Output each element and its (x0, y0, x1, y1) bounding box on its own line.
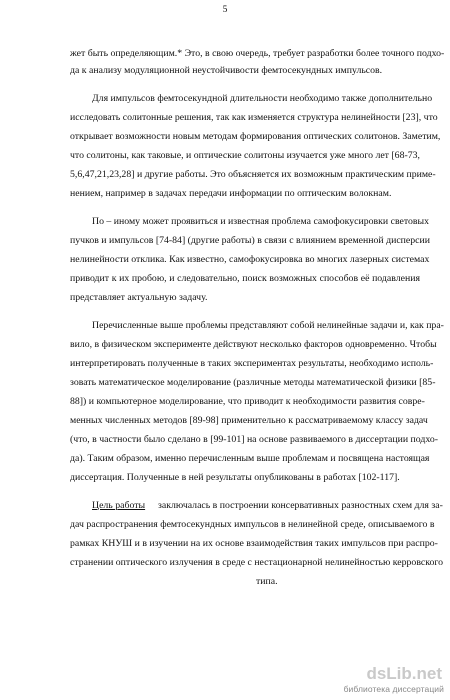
dslib-logo-text: dsLib.net (366, 664, 442, 683)
watermark (314, 663, 444, 695)
text-line: Перечисленные выше проблемы представляют собой нелинейные задачи и, как пра- (92, 320, 444, 331)
text-line: По – иному может проявиться и известная проблема самофокусировки световых (92, 216, 430, 227)
text-line: диссертация. Полученные в ней результаты опубликованы в работах [102-117]. (70, 472, 400, 483)
text-line: дач распространения фемтосекундных импульсов в нелинейной среде, описываемого в (70, 519, 435, 530)
text-line: рамках КНУШ и в изучении на их основе взаимодействия таких импульсов при распро- (70, 538, 438, 549)
text-line: исследовать солитонные решения, так как изменяется структура нелинейности [23], что (70, 112, 438, 123)
text-line: открывает возможности новым методам формирования оптических солитонов. Заметим, (70, 131, 441, 142)
text-line: 88]) и компьютерное моделирование, что приводит к необходимости развития совре- (70, 396, 425, 407)
text-line: (что, в частности было сделано в [99-101] на основе развиваемого в диссертации подхо- (70, 434, 439, 445)
text-line: интерпретировать полученные в таких экспериментах результаты, необходимо исполь- (70, 358, 434, 369)
text-line: вило, в физическом эксперименте действуют несколько факторов одновременно. Чтобы (70, 339, 437, 350)
text-line: приводит к их пробою, и следовательно, поиск возможных способов её подавления (70, 273, 420, 284)
text-line: нением, например в задачах передачи информации по оптическим волокнам. (70, 188, 392, 199)
text-line: пучков и импульсов [74-84] (другие работы) в связи с влиянием временной дисперсии (70, 235, 431, 246)
text-line: да к анализу модуляционной неустойчивости фемтосекундных импульсов. (70, 65, 383, 76)
goal-label (92, 500, 146, 512)
page-number: 5 (222, 5, 228, 15)
text-line: 5,6,47,21,23,28] и другие работы. Это объясняется их возможным практическим приме- (70, 169, 436, 180)
text-line: что солитоны, как таковые, и оптические солитоны изучается уже много лет [68-73, (70, 150, 420, 161)
text-line: представляет актуальную задачу. (70, 292, 208, 303)
text-line: да). Таким образом, именно перечисленным выше проблемам и посвящена настоящая (70, 453, 430, 464)
text-line: жет быть определяющим.* Это, в свою очередь, требует разработки более точного подхо- (70, 48, 445, 59)
dslib-logo (314, 663, 444, 683)
goal-label-text: Цель работы (92, 500, 146, 511)
text-line: менных численных методов [89-98] применительно к рассматриваемому классу задач (70, 415, 428, 426)
text-line: заключалась в построении консервативных разностных схем для за- (158, 500, 443, 511)
text-line: Для импульсов фемтосекундной длительности необходимо также дополнительно (92, 93, 433, 104)
watermark-caption: библиотека диссертаций (343, 684, 444, 694)
text-line: нелинейности отклика. Как известно, самофокусировка во многих лазерных системах (70, 254, 430, 265)
text-line: типа. (256, 576, 278, 587)
text-line: странении оптического излучения в среде с нестационарной нелинейностью керровского (70, 557, 444, 568)
text-line: зовать математическое моделирование (различные методы математической физики [85- (70, 377, 436, 388)
